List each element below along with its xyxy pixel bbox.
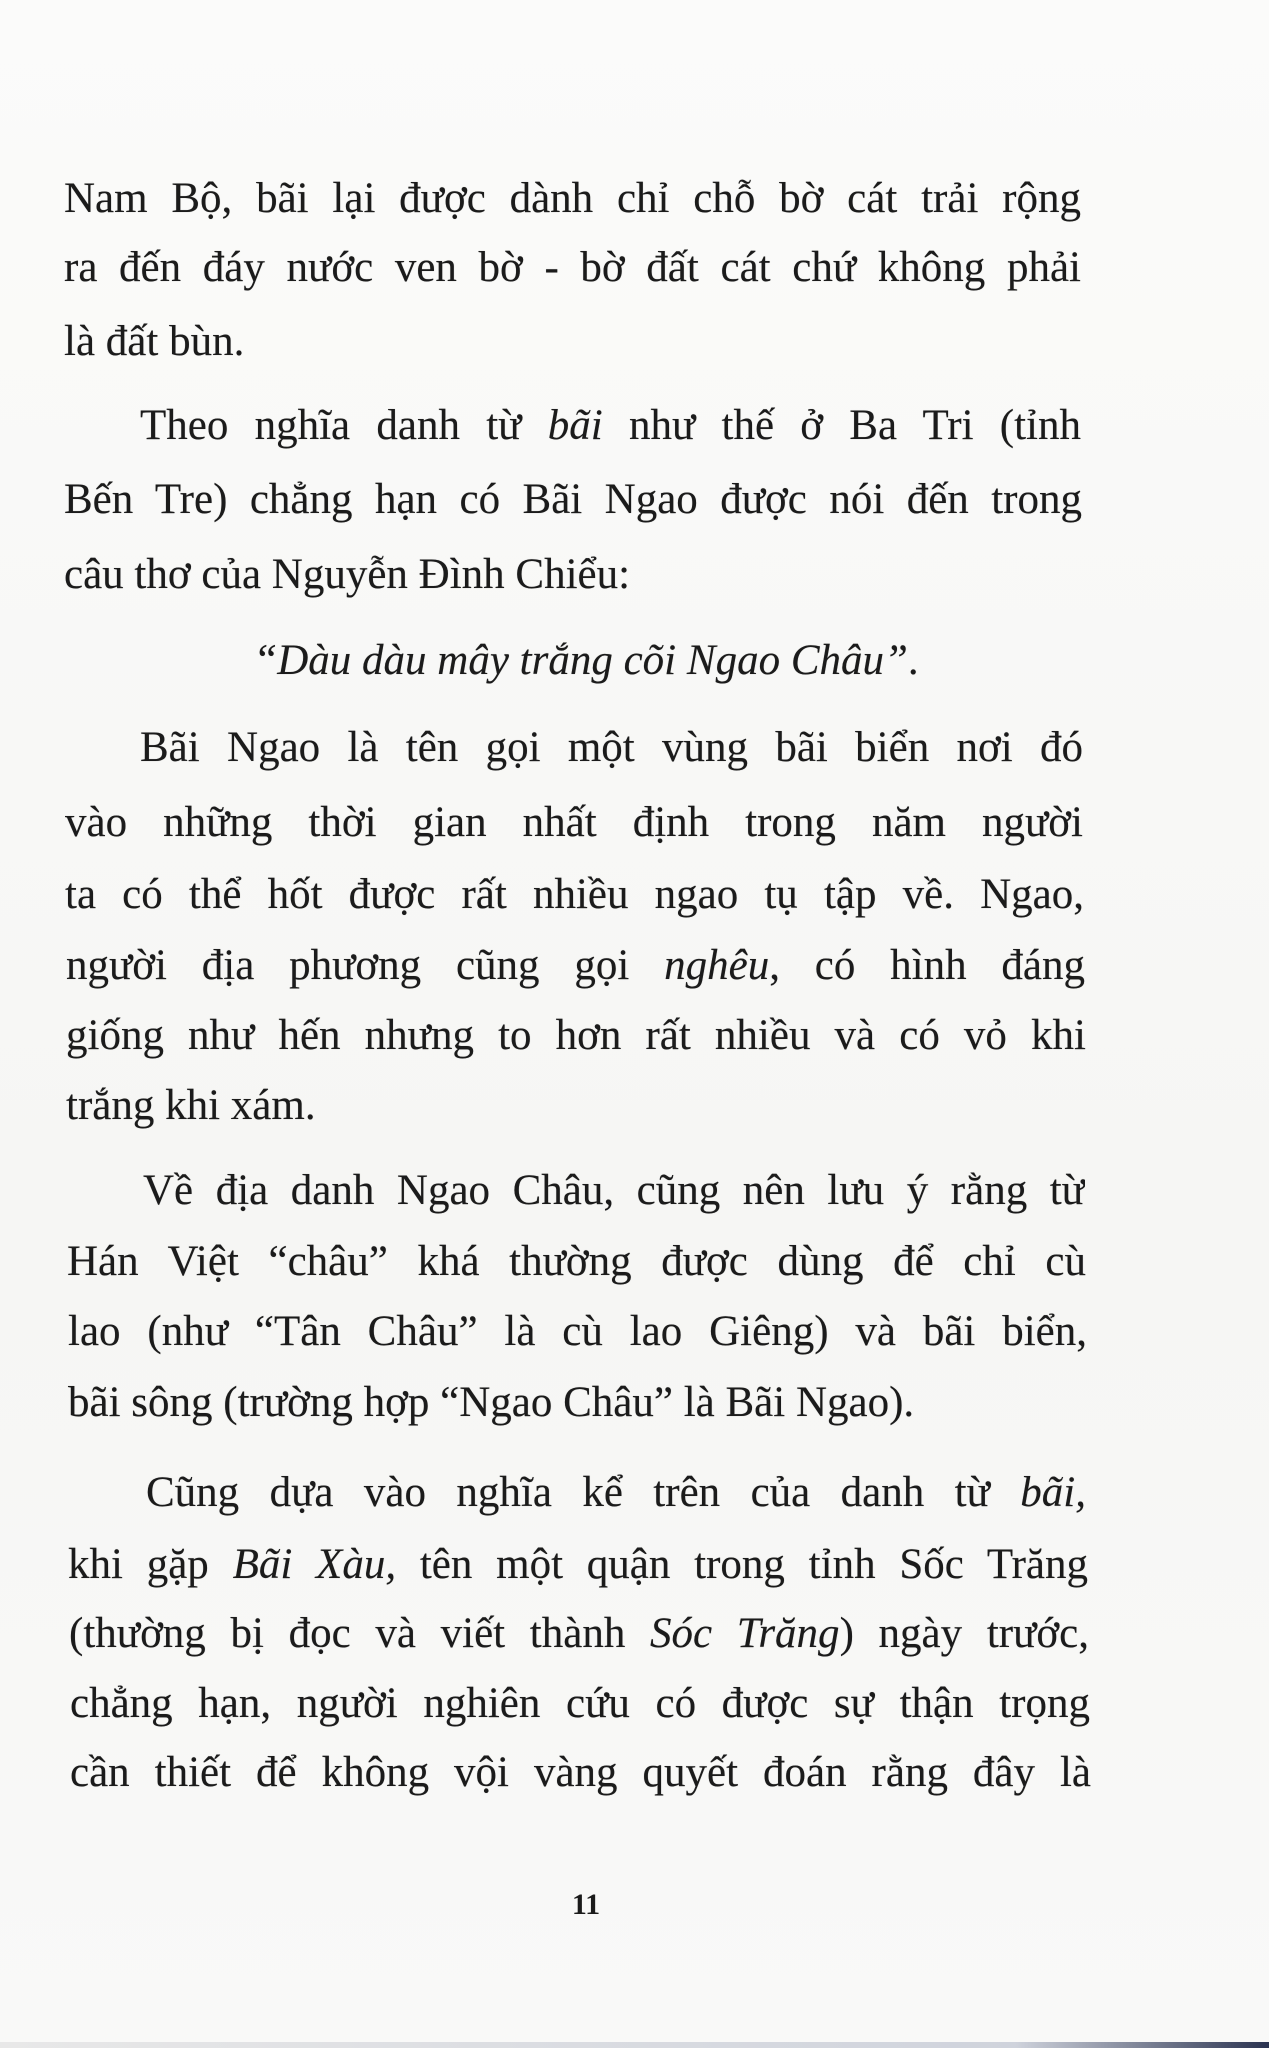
text-line <box>69 1606 1089 1662</box>
italic-text: Sóc Trăng <box>650 1610 840 1657</box>
text-segment: khi gặp <box>68 1541 233 1588</box>
text-line <box>70 1745 1091 1801</box>
italic-text: bãi <box>547 402 603 449</box>
text-line <box>66 938 1085 994</box>
text-segment: trắng khi xám. <box>66 1082 316 1129</box>
text-segment: câu thơ của Nguyễn Đình Chiểu: <box>64 551 631 598</box>
italic-text: Bãi Xàu, <box>232 1541 397 1588</box>
italic-text: “Dàu dàu mây trắng cõi Ngao Châu” <box>253 637 908 684</box>
text-line <box>64 240 1081 296</box>
text-line <box>68 1304 1087 1360</box>
text-segment: người địa phương cũng gọi <box>66 942 665 989</box>
text-line <box>66 1078 316 1134</box>
text-line <box>140 720 1083 776</box>
text-line <box>68 1537 1088 1593</box>
text-segment: ta có thể hốt được rất nhiều ngao tụ tập về. Ngao, <box>65 871 1084 918</box>
text-segment: , có hình đáng <box>769 942 1085 989</box>
text-segment: giống như hến nhưng to hơn rất nhiều và có vỏ khi <box>66 1012 1086 1059</box>
text-line <box>146 1465 1086 1521</box>
poem-quote-line <box>0 633 1172 689</box>
text-segment: Bến Tre) chẳng hạn có Bãi Ngao được nói đến trong <box>64 476 1082 523</box>
italic-text: bãi, <box>1020 1469 1086 1516</box>
page-edge <box>0 2042 1269 2048</box>
page-number: 11 <box>571 1888 601 1921</box>
text-line <box>64 547 630 603</box>
text-segment: (thường bị đọc và viết thành <box>69 1610 651 1657</box>
text-segment: lao (như “Tân Châu” là cù lao Giêng) và bãi biển, <box>68 1308 1087 1355</box>
text-line <box>65 867 1084 923</box>
text-line <box>64 472 1082 528</box>
text-segment: ) ngày trước, <box>839 1610 1089 1657</box>
text-line <box>64 171 1081 227</box>
text-segment: tên một quận trong tỉnh Sốc Trăng <box>396 1541 1088 1588</box>
text-segment: Hán Việt “châu” khá thường được dùng để chỉ cù <box>67 1238 1086 1285</box>
text-segment: Bãi Ngao là tên gọi một vùng bãi biển nơi đó <box>140 724 1083 771</box>
text-segment: bãi sông (trường hợp “Ngao Châu” là Bãi Ngao). <box>68 1379 915 1426</box>
text-line <box>143 1163 1085 1219</box>
text-line <box>70 1676 1090 1732</box>
text-segment: Về địa danh Ngao Châu, cũng nên lưu ý rằng từ <box>143 1167 1085 1214</box>
text-segment: như thế ở Ba Tri (tỉnh <box>602 402 1081 449</box>
text-line <box>67 1234 1086 1290</box>
text-segment: chẳng hạn, người nghiên cứu có được sự thận trọng <box>70 1680 1090 1727</box>
text-segment: Theo nghĩa danh từ <box>140 402 548 449</box>
text-line <box>68 1375 914 1431</box>
text-segment: Nam Bộ, bãi lại được dành chỉ chỗ bờ cát trải rộng <box>64 175 1081 222</box>
text-line <box>66 1008 1086 1064</box>
text-segment: là đất bùn. <box>64 318 245 365</box>
text-line <box>64 314 244 370</box>
text-segment: Cũng dựa vào nghĩa kể trên của danh từ <box>146 1469 1021 1516</box>
italic-text: nghêu <box>664 942 770 989</box>
text-segment: cần thiết để không vội vàng quyết đoán rằng đây là <box>70 1749 1091 1796</box>
text-segment: . <box>907 637 919 684</box>
text-segment: vào những thời gian nhất định trong năm người <box>65 799 1083 846</box>
text-line <box>65 795 1083 851</box>
text-line <box>140 398 1081 454</box>
text-segment: ra đến đáy nước ven bờ - bờ đất cát chứ không phải <box>64 244 1081 291</box>
